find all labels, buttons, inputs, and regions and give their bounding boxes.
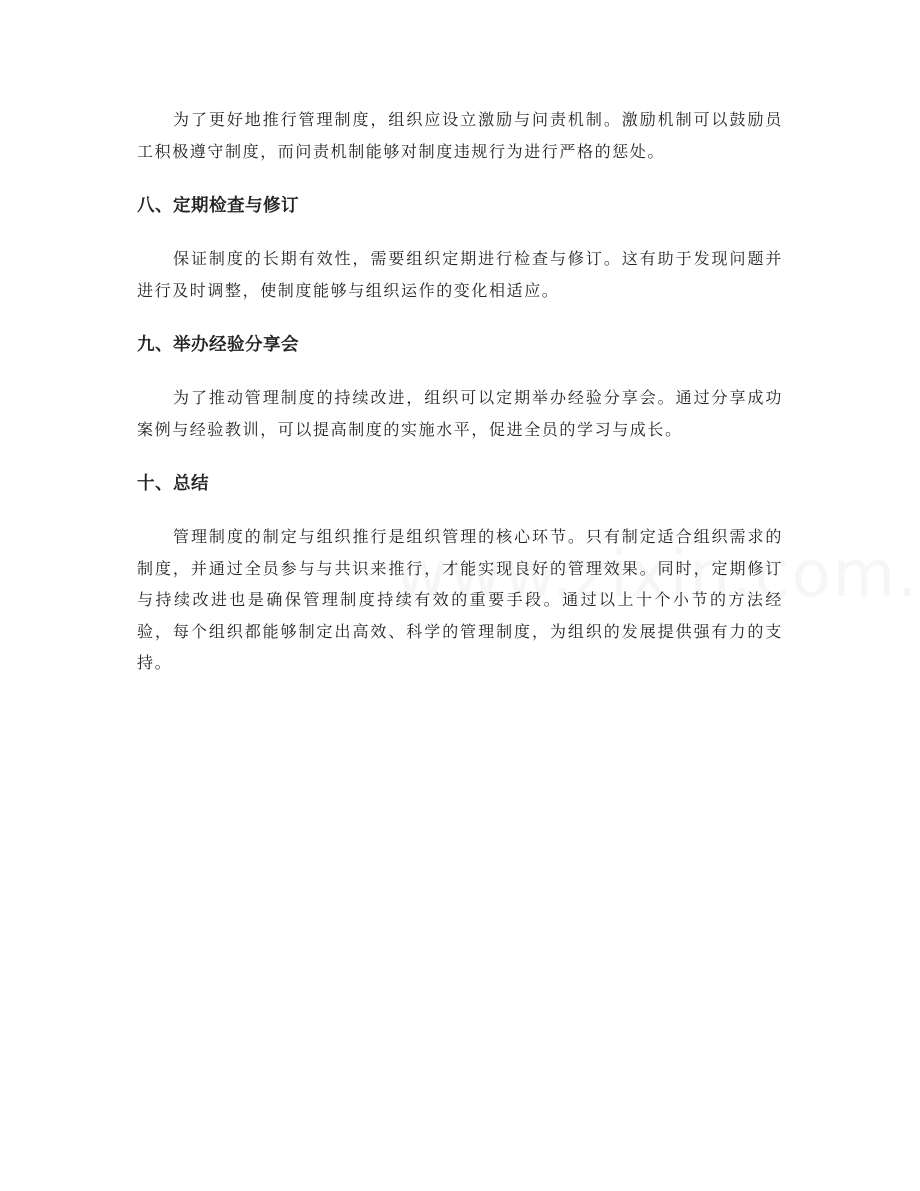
- paragraph-section-9: 为了推动管理制度的持续改进，组织可以定期举办经验分享会。通过分享成功案例与经验教训，可以提高制度的实施水平，促进全员的学习与成长。: [137, 388, 783, 439]
- paragraph-incentive: 为了更好地推行管理制度，组织应设立激励与问责机制。激励机制可以鼓励员工积极遵守制度，而问责机制能够对制度违规行为进行严格的惩处。: [137, 110, 783, 161]
- heading-section-10: 十、总结: [137, 474, 209, 494]
- paragraph-section-10: 管理制度的制定与组织推行是组织管理的核心环节。只有制定适合组织需求的制度，并通过全员参与与共识来推行，才能实现良好的管理效果。同时，定期修订与持续改进也是确保管理制度持续有效的重要手段。通过以上十个小节的方法经验，每个组织都能够制定出高效、科学的管理制度，为组织的发展提供强有力的支持。: [137, 527, 783, 672]
- document-body: [137, 104, 783, 679]
- paragraph-section-8: 保证制度的长期有效性，需要组织定期进行检查与修订。这有助于发现问题并进行及时调整，使制度能够与组织运作的变化相适应。: [137, 249, 783, 300]
- heading-section-8: 八、定期检查与修订: [137, 196, 299, 216]
- heading-section-9: 九、举办经验分享会: [137, 335, 299, 355]
